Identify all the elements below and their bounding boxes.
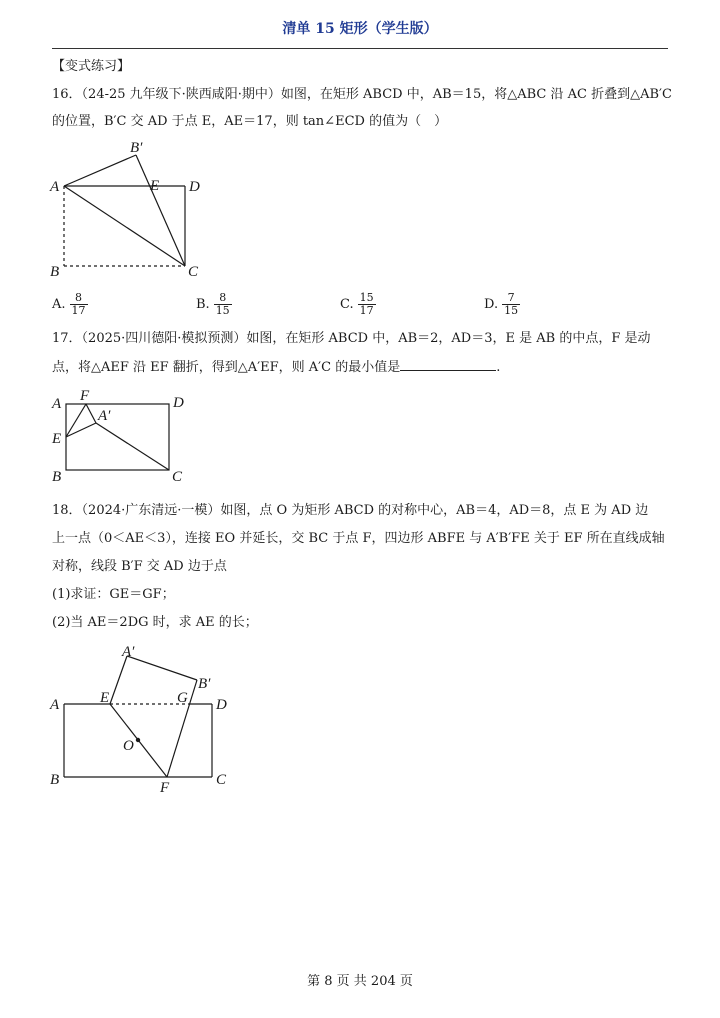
q17-answer-blank: [400, 358, 496, 371]
q18-part2: (2)当 AE＝2DG 时，求 AE 的长；: [52, 615, 258, 630]
q16-text-line1: 16．（24-25 九年级下·陕西咸阳·期中）如图，在矩形 ABCD 中，AB＝15，将△ABC 沿 AC 折叠到△AB′C: [52, 87, 672, 102]
header-divider: [52, 48, 668, 49]
q18-label-b: B: [50, 772, 60, 788]
q17-label-d: D: [173, 395, 184, 411]
q16-label-c: C: [188, 264, 199, 280]
q17-label-a: A: [52, 396, 62, 412]
q17-text-line2: 点，将△AEF 沿 EF 翻折，得到△A′EF，则 A′C 的最小值是 .: [52, 360, 501, 375]
q18-label-e: E: [100, 690, 110, 706]
q18-label-a-prime: A′: [122, 644, 135, 660]
q17-label-b: B: [52, 469, 62, 484]
q16-label-d: D: [189, 179, 200, 195]
page-footer: 第 8 页 共 204 页: [307, 974, 413, 989]
q18-label-g: G: [177, 690, 188, 706]
q17-segment-fa-prime: [86, 404, 96, 423]
q17-label-e: E: [52, 431, 62, 447]
q18-label-a: A: [50, 697, 60, 713]
q16-label-a: A: [50, 179, 60, 195]
q18-figure: [40, 640, 250, 796]
q18-label-o: O: [123, 738, 134, 754]
q18-text-line2: 上一点（0＜AE＜3），连接 EO 并延长，交 BC 于点 F，四边形 ABFE 与 A′B′FE 关于 EF 所在直线成轴: [52, 531, 665, 546]
q17-segment-a-prime-c: [96, 423, 169, 470]
q17-label-a-prime: A′: [98, 408, 111, 424]
q18-label-c: C: [216, 772, 227, 788]
q17-figure: [40, 386, 200, 484]
q16-label-b-prime: B′: [130, 140, 143, 156]
q18-segment-a-prime-b-prime: [127, 656, 197, 680]
q17-label-f: F: [80, 388, 90, 404]
q16-segment-ab-prime: [64, 155, 136, 186]
q16-option-a: A. $\frac{8}{17}$: [52, 291, 86, 317]
q18-segment-ea-prime: [110, 656, 127, 704]
q18-point-o: [136, 738, 140, 742]
q17-label-c: C: [172, 469, 183, 484]
q18-label-b-prime: B′: [198, 676, 211, 692]
q18-text-line1: 18．（2024·广东清远·一模）如图，点 O 为矩形 ABCD 的对称中心，AB＝4，AD＝8，点 E 为 AD 边: [52, 503, 649, 518]
q16-option-b: B. $\frac{8}{15}$: [196, 291, 230, 317]
q16-figure: [40, 138, 220, 284]
q16-option-d: D. $\frac{7}{15}$: [484, 291, 519, 317]
section-label: 【变式练习】: [52, 59, 131, 74]
q16-label-b: B: [50, 264, 60, 280]
q18-part1: (1)求证：GE＝GF；: [52, 587, 175, 602]
q16-text-line2: 的位置，B′C 交 AD 于点 E，AE＝17，则 tan∠ECD 的值为（ ）: [52, 114, 448, 129]
q18-label-f: F: [160, 780, 170, 796]
q18-label-d: D: [216, 697, 227, 713]
q16-option-c: C. $\frac{15}{17}$: [340, 291, 374, 317]
q16-label-e: E: [150, 178, 160, 194]
q18-text-line3: 对称，线段 B′F 交 AD 边于点: [52, 559, 227, 574]
q17-text-line1: 17．（2025·四川德阳·模拟预测）如图，在矩形 ABCD 中，AB＝2，AD＝3，E 是 AB 的中点，F 是动: [52, 331, 651, 346]
page-header-title: 清单 15 矩形（学生版）: [282, 21, 438, 37]
